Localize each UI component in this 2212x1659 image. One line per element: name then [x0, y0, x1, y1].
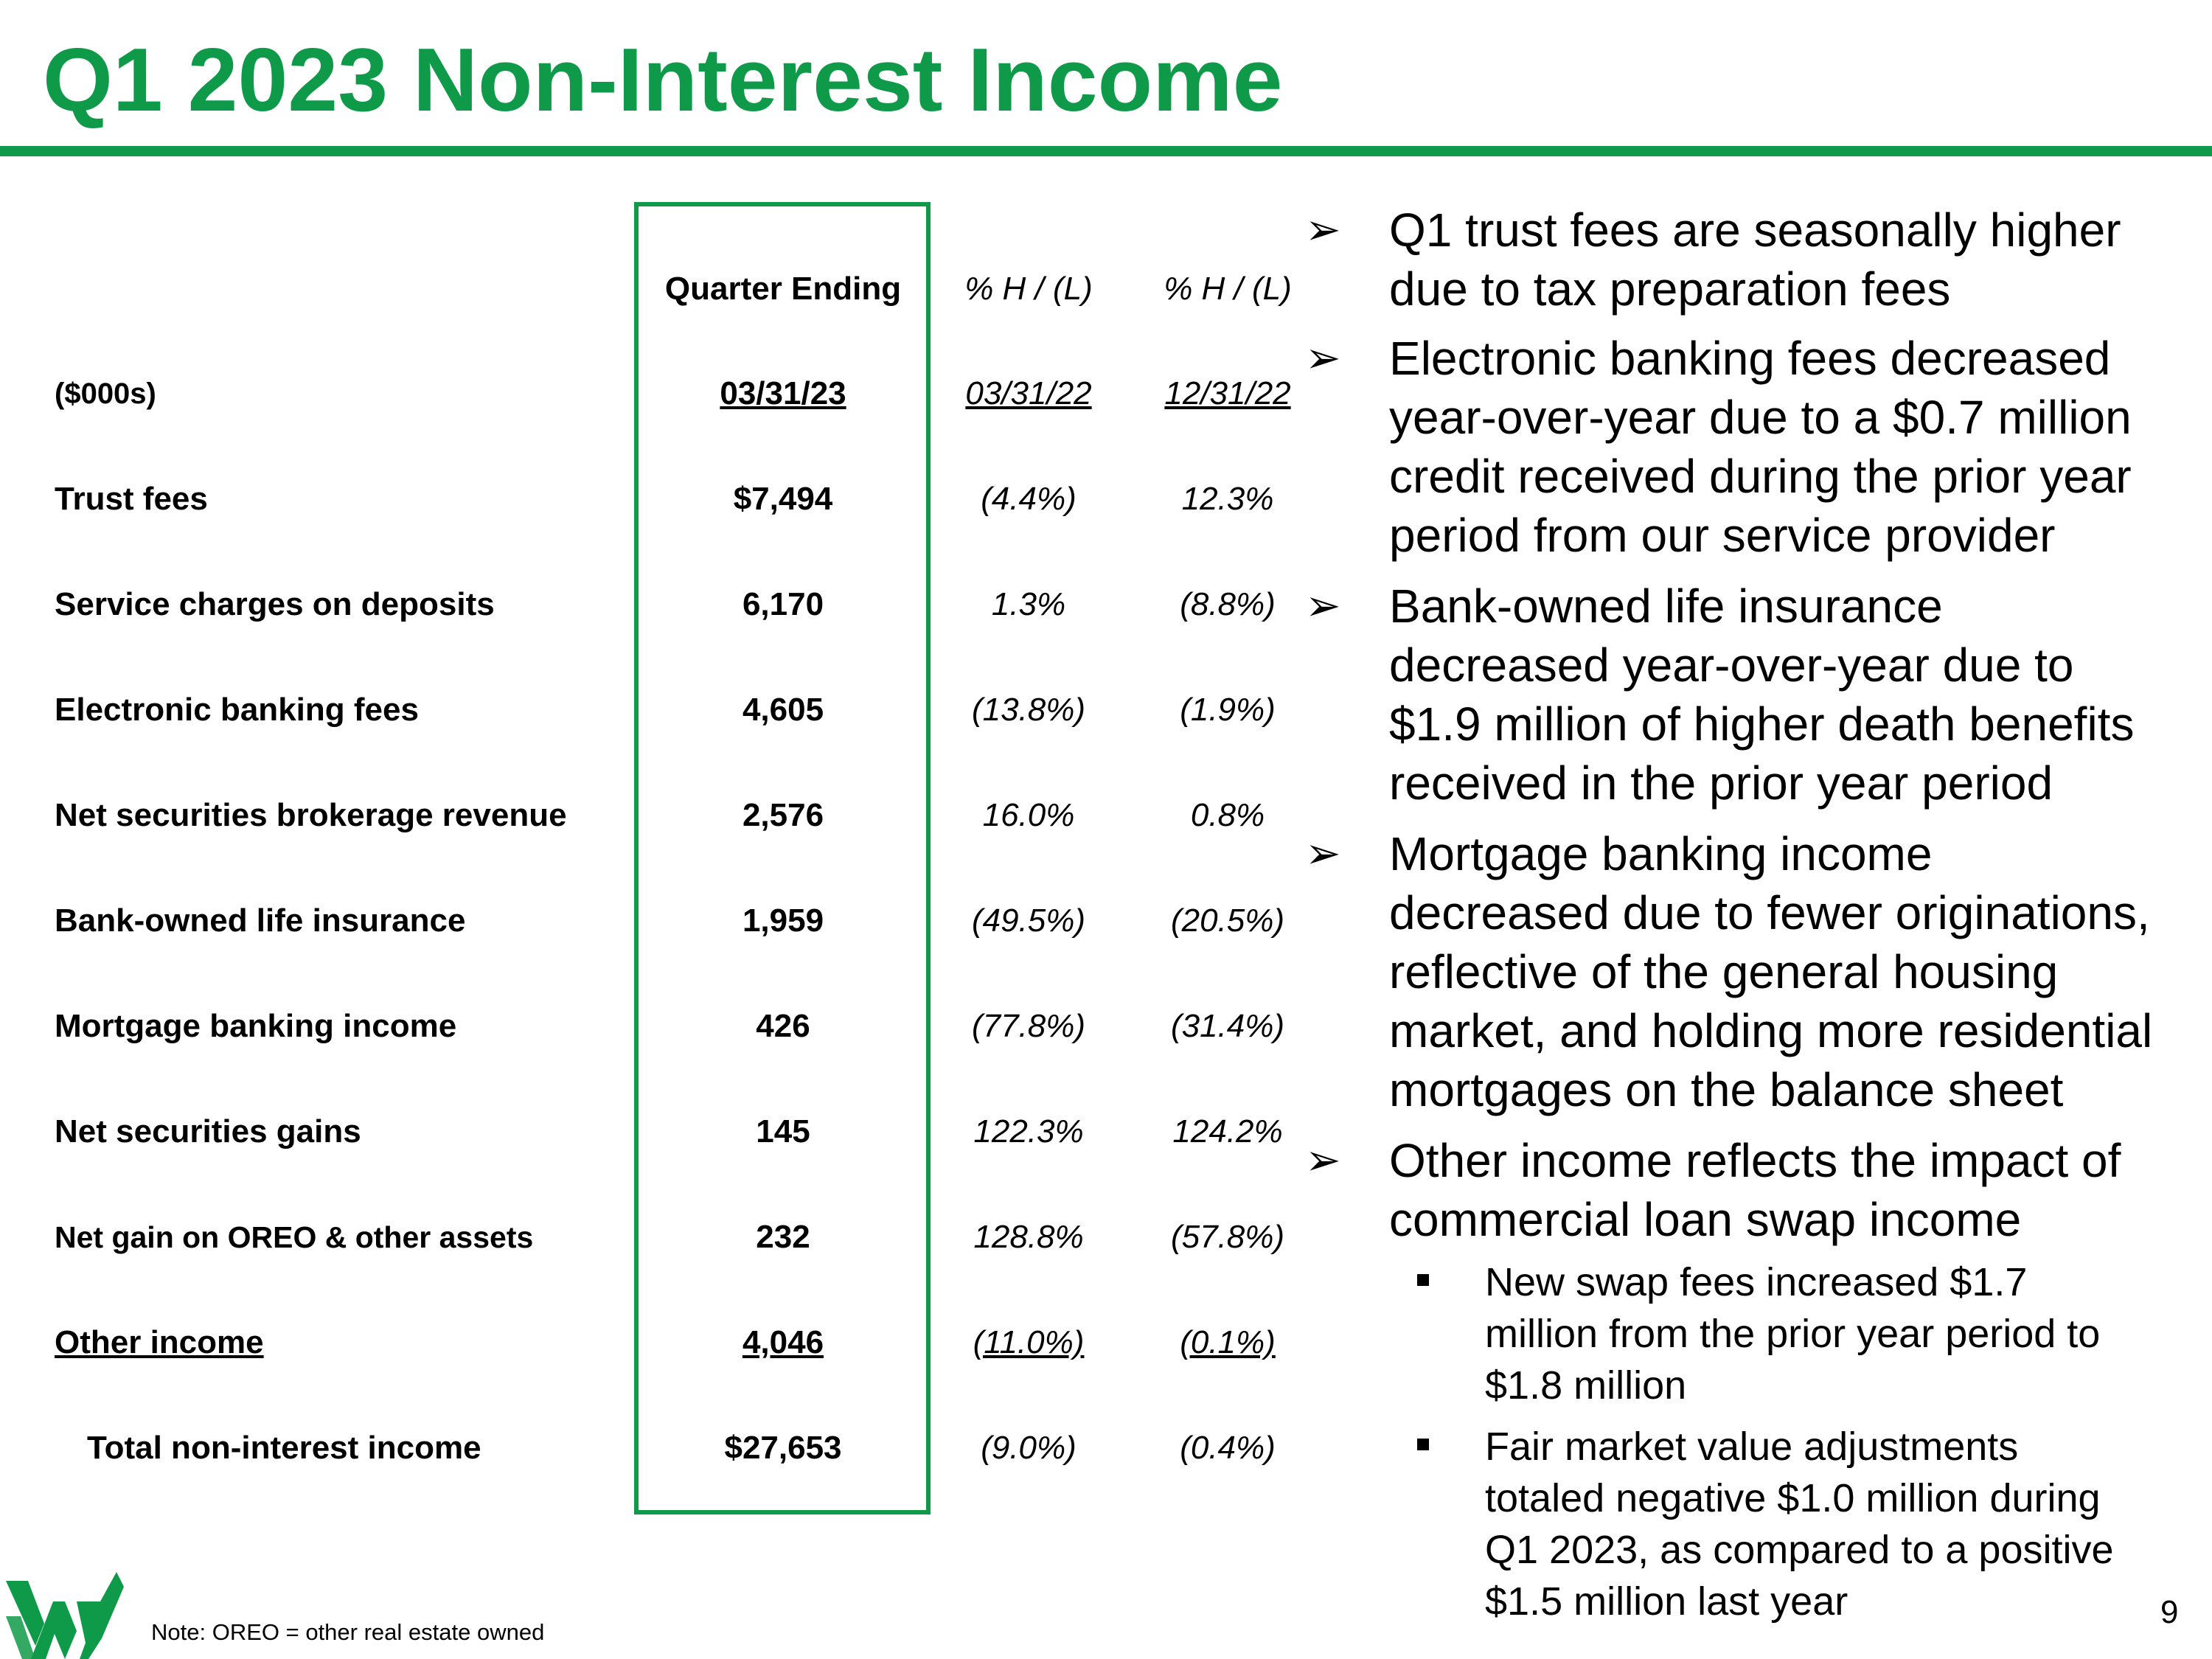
sub-bullet-line: New swap fees increased $1.7 — [1485, 1260, 2028, 1304]
row-value: $7,494 — [733, 481, 833, 517]
row-value: 1,959 — [742, 902, 824, 939]
row-value: 232 — [756, 1219, 810, 1255]
arrowhead-bullet-icon: ➢ — [1305, 830, 1341, 877]
row-pct-qoq: (1.9%) — [1180, 692, 1276, 728]
header-pct-change-qoq: % H / (L) — [1164, 271, 1292, 307]
bullet-line: period from our service provider — [1389, 509, 2056, 562]
date-prior-year: 03/31/22 — [965, 375, 1092, 411]
bullet-line: decreased due to fewer originations, — [1389, 886, 2150, 939]
bullet-line: year-over-year due to a $0.7 million — [1389, 391, 2132, 444]
bullet-line: Q1 trust fees are seasonally higher — [1389, 204, 2121, 257]
sub-bullet-line: $1.5 million last year — [1485, 1579, 1848, 1624]
row-pct-qoq: 0.8% — [1190, 797, 1265, 833]
row-value: 4,046 — [742, 1324, 824, 1360]
company-w-logo-icon — [6, 1572, 124, 1659]
page-number: 9 — [2160, 1594, 2179, 1630]
bullet-line: credit received during the prior year — [1389, 450, 2132, 503]
row-pct-yoy: 1.3% — [991, 586, 1066, 622]
sub-bullet-line: million from the prior year period to — [1485, 1312, 2101, 1356]
row-label: Trust fees — [55, 481, 208, 517]
row-pct-qoq: (20.5%) — [1170, 902, 1285, 939]
total-pct-yoy: (9.0%) — [981, 1430, 1077, 1466]
row-pct-yoy: (13.8%) — [971, 692, 1086, 728]
row-label: Electronic banking fees — [55, 692, 419, 728]
bullet-line: $1.9 million of higher death benefits — [1389, 698, 2135, 751]
square-bullet-icon — [1417, 1274, 1429, 1286]
row-pct-yoy: 16.0% — [982, 797, 1075, 833]
header-quarter-ending: Quarter Ending — [664, 271, 902, 307]
sub-bullet-line: Fair market value adjustments — [1485, 1425, 2019, 1469]
sub-bullet-line: Q1 2023, as compared to a positive — [1485, 1528, 2114, 1572]
row-label: Net securities brokerage revenue — [55, 797, 567, 833]
row-pct-qoq: (0.1%) — [1180, 1324, 1276, 1360]
arrowhead-bullet-icon: ➢ — [1305, 1136, 1341, 1184]
row-pct-qoq: (8.8%) — [1180, 586, 1276, 622]
bullet-line: reflective of the general housing — [1389, 945, 2059, 998]
bullet-line: due to tax preparation fees — [1389, 262, 1951, 316]
row-pct-qoq: 12.3% — [1181, 481, 1274, 517]
row-label: Service charges on deposits — [55, 586, 495, 622]
bullet-line: Other income reflects the impact of — [1389, 1134, 2121, 1187]
row-pct-yoy: (49.5%) — [971, 902, 1086, 939]
bullet-line: mortgages on the balance sheet — [1389, 1063, 2064, 1116]
title-divider — [0, 146, 2212, 156]
row-label: Net securities gains — [55, 1113, 361, 1150]
bullet-line: Mortgage banking income — [1389, 827, 1933, 880]
arrowhead-bullet-icon: ➢ — [1305, 582, 1341, 630]
bullet-line: Bank-owned life insurance — [1389, 580, 1943, 633]
row-pct-qoq: (57.8%) — [1170, 1219, 1285, 1255]
total-label: Total non-interest income — [87, 1430, 481, 1466]
row-value: 145 — [756, 1113, 810, 1150]
bullet-line: Electronic banking fees decreased — [1389, 332, 2111, 385]
date-current-quarter: 03/31/23 — [720, 375, 846, 411]
row-label: Other income — [55, 1324, 264, 1360]
total-value: $27,653 — [724, 1430, 842, 1466]
arrowhead-bullet-icon: ➢ — [1305, 334, 1341, 382]
total-pct-qoq: (0.4%) — [1180, 1430, 1276, 1466]
row-value: 426 — [756, 1008, 810, 1044]
page-title: Q1 2023 Non-Interest Income — [43, 29, 1283, 130]
square-bullet-icon — [1417, 1439, 1429, 1450]
sub-bullet-line: totaled negative $1.0 million during — [1485, 1476, 2101, 1520]
sub-bullet-line: $1.8 million — [1485, 1363, 1687, 1408]
bullet-line: market, and holding more residential — [1389, 1004, 2153, 1057]
row-label: Net gain on OREO & other assets — [55, 1220, 534, 1254]
row-pct-yoy: 122.3% — [973, 1113, 1084, 1150]
footnote: Note: OREO = other real estate owned — [151, 1619, 545, 1645]
row-value: 4,605 — [742, 692, 824, 728]
bullet-line: decreased year-over-year due to — [1389, 639, 2074, 692]
row-label: Mortgage banking income — [55, 1008, 457, 1044]
row-pct-yoy: (77.8%) — [971, 1008, 1086, 1044]
row-value: 6,170 — [742, 586, 824, 622]
row-label: Bank-owned life insurance — [55, 902, 466, 939]
row-pct-yoy: (4.4%) — [981, 481, 1077, 517]
row-pct-qoq: 124.2% — [1172, 1113, 1283, 1150]
row-pct-qoq: (31.4%) — [1170, 1008, 1285, 1044]
header-pct-change-yoy: % H / (L) — [964, 271, 1093, 307]
bullet-line: received in the prior year period — [1389, 757, 2053, 810]
bullet-line: commercial loan swap income — [1389, 1193, 2022, 1246]
date-prior-quarter: 12/31/22 — [1164, 375, 1291, 411]
units-label: ($000s) — [55, 378, 156, 410]
row-pct-yoy: (11.0%) — [973, 1324, 1085, 1360]
arrowhead-bullet-icon: ➢ — [1305, 206, 1341, 254]
row-pct-yoy: 128.8% — [973, 1219, 1084, 1255]
row-value: 2,576 — [742, 797, 824, 833]
